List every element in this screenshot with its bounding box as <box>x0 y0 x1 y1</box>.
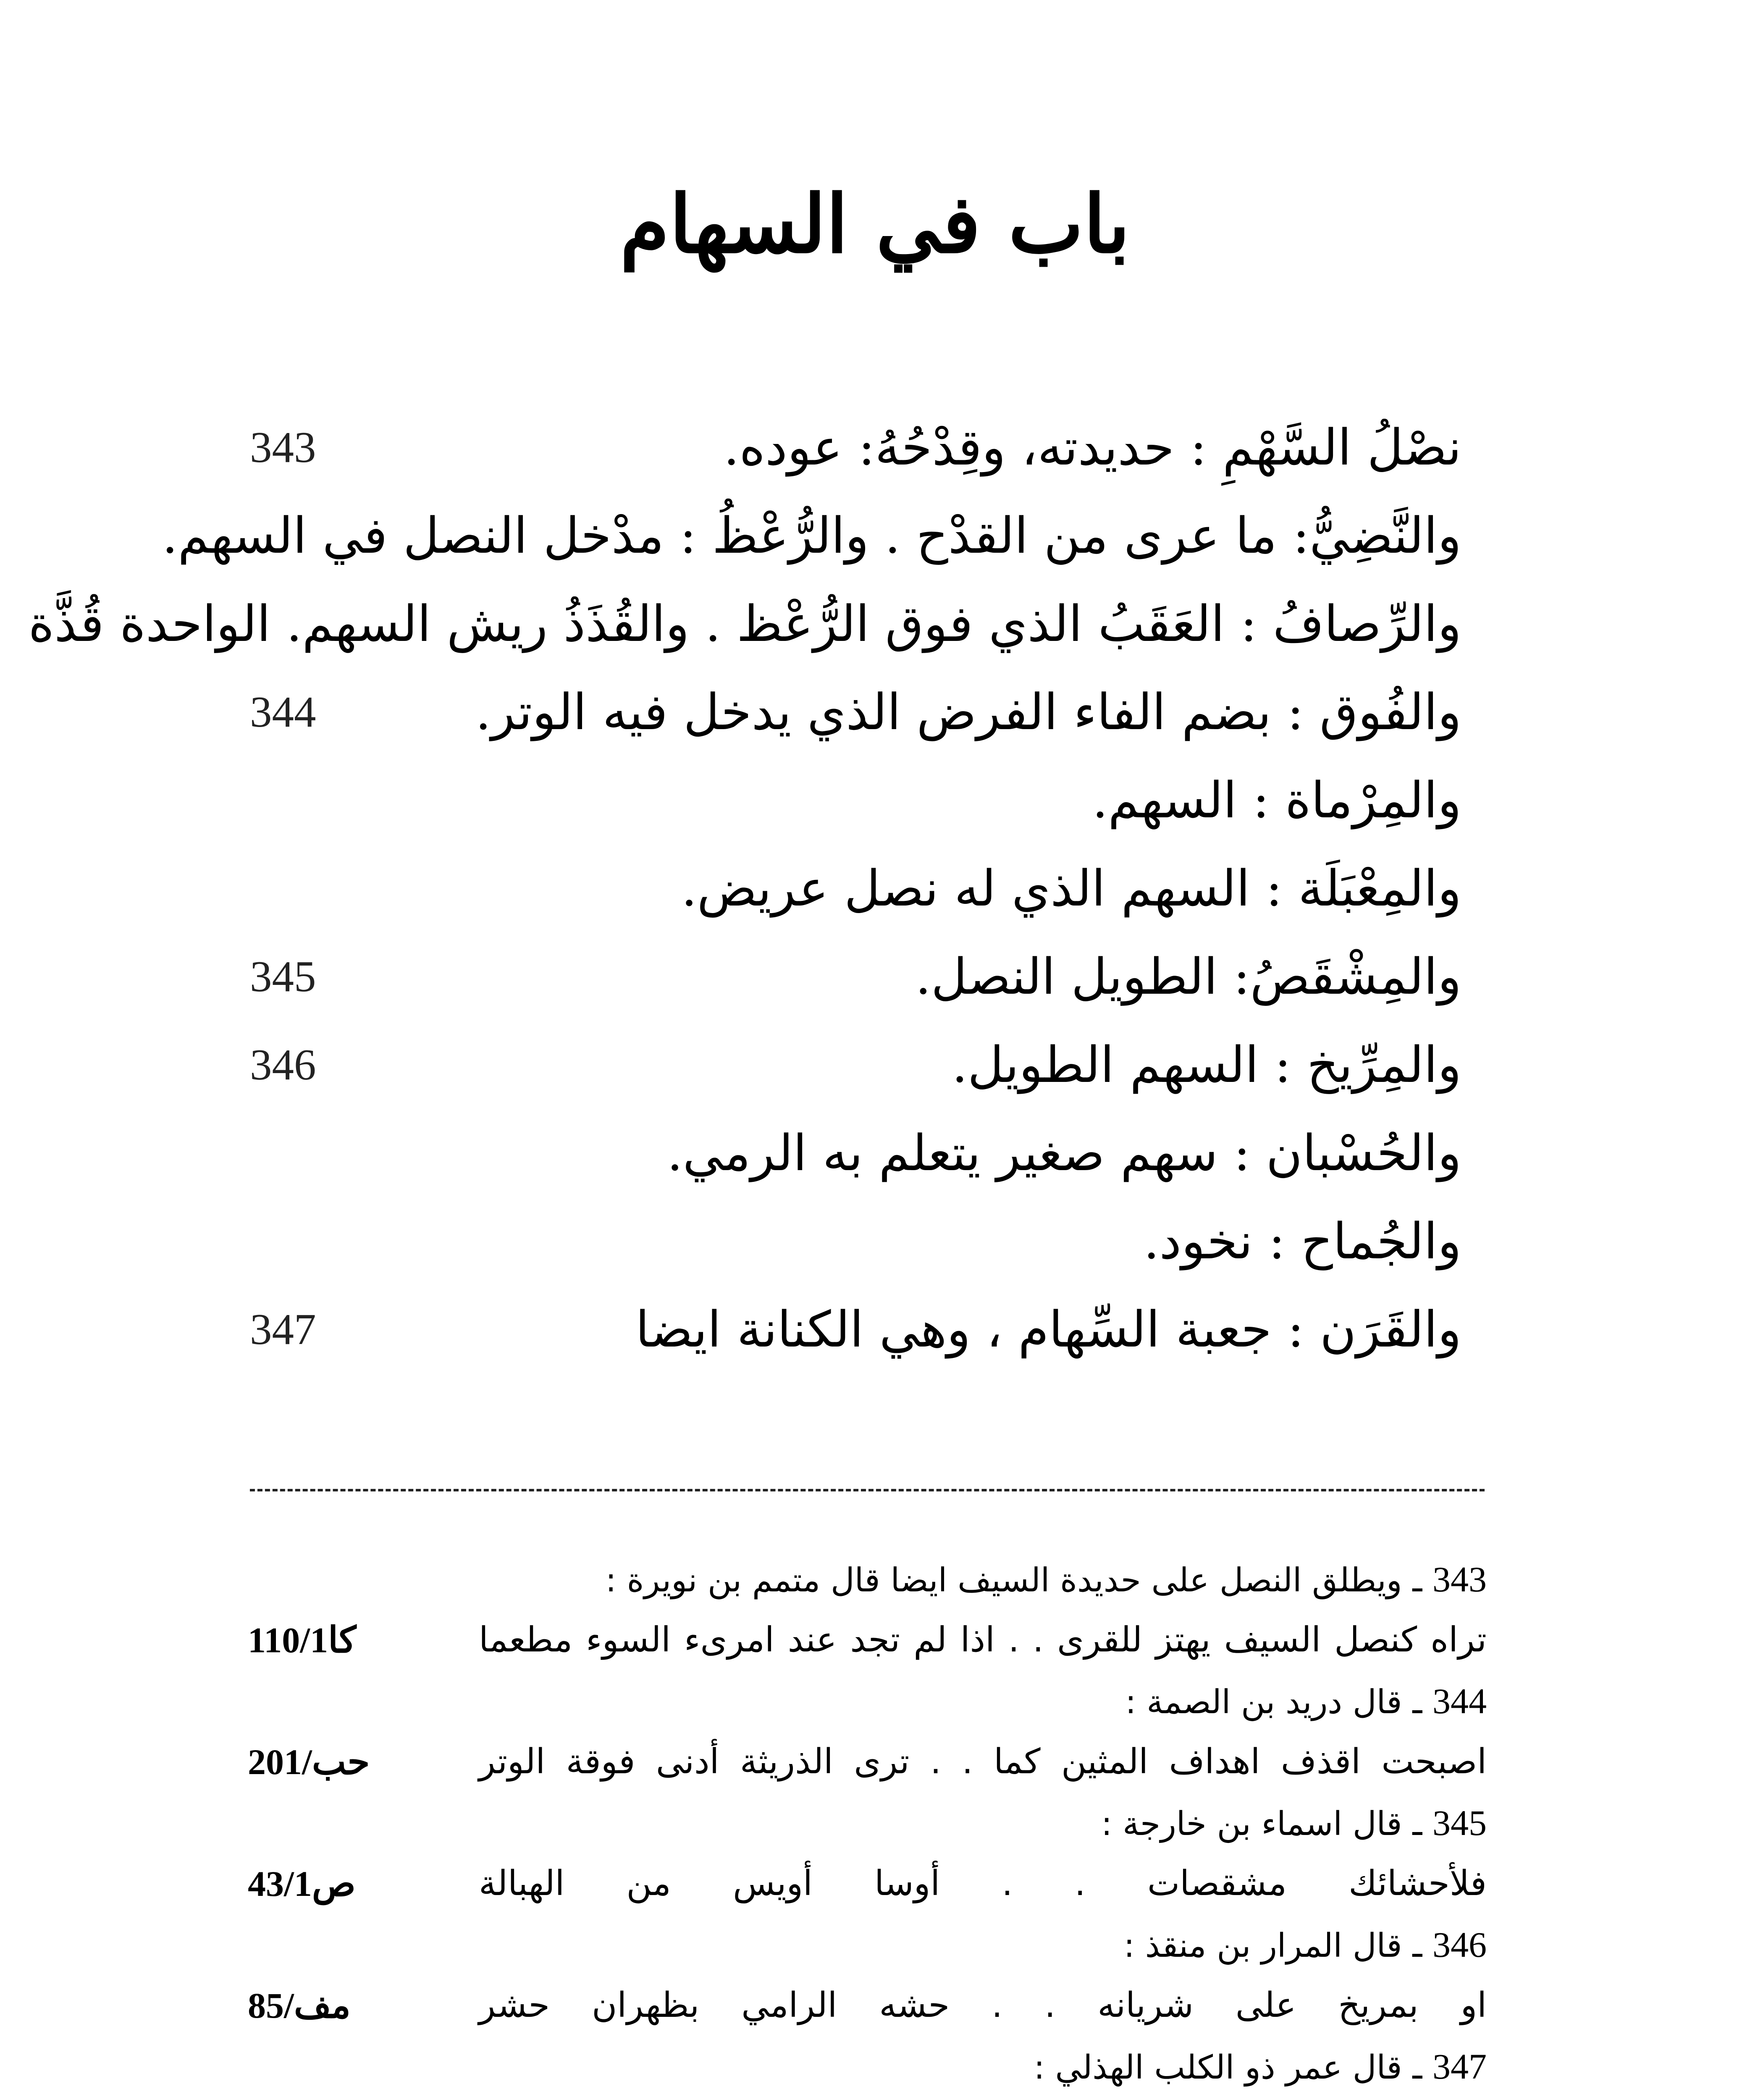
footnote-dash: ـ <box>1402 1805 1422 1843</box>
footnote-number: 345 <box>1433 1803 1487 1843</box>
entry-text: والمِعْبَلَة : السهم الذي له نصل عريض. <box>681 859 1461 917</box>
footnote-verse <box>248 1852 1487 1915</box>
footnote-intro: قال اسماء بن خارجة : <box>1101 1805 1402 1843</box>
footnote-verse <box>248 1730 1487 1793</box>
entry-text: والقَرَن : جعبة السِّهام ، وهي الكنانة ايضا <box>635 1300 1461 1358</box>
footnote-number: 344 <box>1433 1681 1487 1721</box>
verse-source: 201/حب <box>248 1742 370 1782</box>
footnotes <box>248 1550 1487 2100</box>
footnote-dash: ـ <box>1402 2049 1422 2087</box>
verse-text <box>479 2096 1487 2100</box>
verse-source: 110/1كا <box>248 1620 357 1660</box>
entry <box>235 756 1461 844</box>
verse-text: او بمريخ على شريانه . . حشه الرامي بظهران حشر <box>479 1985 1487 2025</box>
footnote-number: 343 <box>1433 1559 1487 1599</box>
footnote-intro: قال عمر ذو الكلب الهذلي : <box>1034 2049 1402 2087</box>
footnote-heading <box>248 1672 1487 1730</box>
footnote-dash: ـ <box>1402 1562 1422 1599</box>
verse-source: 85/مف <box>248 1985 351 2026</box>
entry <box>235 1197 1461 1285</box>
entry-text: والمِشْقَصُ: الطويل النصل. <box>915 948 1461 1005</box>
entry-text: والنَّضِيُّ: ما عرى من القدْح . والرُّعْظُ : مدْخل النصل في السهم. <box>162 507 1461 564</box>
entry-text: والفُوق : بضم الفاء الفرض الذي يدخل فيه الوتر. <box>475 683 1461 741</box>
entry <box>235 403 1461 491</box>
verse-source: 43/1ص <box>248 1864 356 1904</box>
entry-text: والحُسْبان : سهم صغير يتعلم به الرمي. <box>667 1124 1461 1182</box>
footnote-heading <box>248 2037 1487 2096</box>
entry-number: 347 <box>250 1305 316 1354</box>
entry <box>235 844 1461 932</box>
footnote-heading <box>248 1915 1487 1974</box>
entry-text: والمِرِّيخ : السهم الطويل. <box>952 1036 1461 1094</box>
verse-source <box>248 2096 416 2100</box>
footnote-dash: ـ <box>1402 1927 1422 1965</box>
entry-text: والمِرْماة : السهم. <box>1092 771 1461 829</box>
footnote-heading <box>248 1793 1487 1852</box>
footnote-intro: قال دريد بن الصمة : <box>1125 1683 1402 1721</box>
footnote-dash: ـ <box>1402 1683 1422 1721</box>
entry-text: نصْلُ السَّهْمِ : حديدته، وقِدْحُهُ: عوده. <box>723 418 1461 476</box>
footnote-verse <box>248 1974 1487 2037</box>
entry-number: 345 <box>250 952 316 1001</box>
entry <box>235 1021 1461 1109</box>
footnote-heading <box>248 1550 1487 1609</box>
entry <box>162 491 1461 580</box>
entry-text: والجُماح : نخود. <box>1143 1212 1461 1270</box>
verse-text: اصبحت اقذف اهداف المثين كما . . ترى الذريثة أدنى فوقة الوتر <box>479 1742 1487 1782</box>
entry-number: 343 <box>250 423 316 472</box>
entry-text: والرِّصافُ : العَقَبُ الذي فوق الرُّعْظ . والقُذَذُ ريش السهم. الواحدة قُذَّة <box>28 595 1461 653</box>
chapter-title: باب في السهام <box>620 177 1130 271</box>
main-text <box>28 403 1461 1373</box>
entry <box>235 668 1461 756</box>
footnote-intro: ويطلق النصل على حديدة السيف ايضا قال متمم بن نويرة : <box>605 1562 1402 1599</box>
entry <box>235 1285 1461 1373</box>
entry <box>235 932 1461 1021</box>
verse-text: فلأحشائك مشقصات . . أوسا أويس من الهبالة <box>479 1864 1487 1903</box>
entry-number: 346 <box>250 1040 316 1089</box>
entry <box>235 1109 1461 1197</box>
footnote-verse <box>248 1609 1487 1672</box>
verse-text: تراه كنصل السيف يهتز للقرى . . اذا لم تجد عند امرىء السوء مطعما <box>479 1620 1487 1660</box>
footnote-number: 347 <box>1433 2046 1487 2087</box>
footnote-verse <box>248 2096 1487 2100</box>
footnote-intro: قال المرار بن منقذ : <box>1123 1927 1402 1965</box>
entry-number: 344 <box>250 687 316 736</box>
entry <box>28 580 1461 668</box>
footnote-divider <box>250 1489 1485 1491</box>
footnote-number: 346 <box>1433 1924 1487 1965</box>
